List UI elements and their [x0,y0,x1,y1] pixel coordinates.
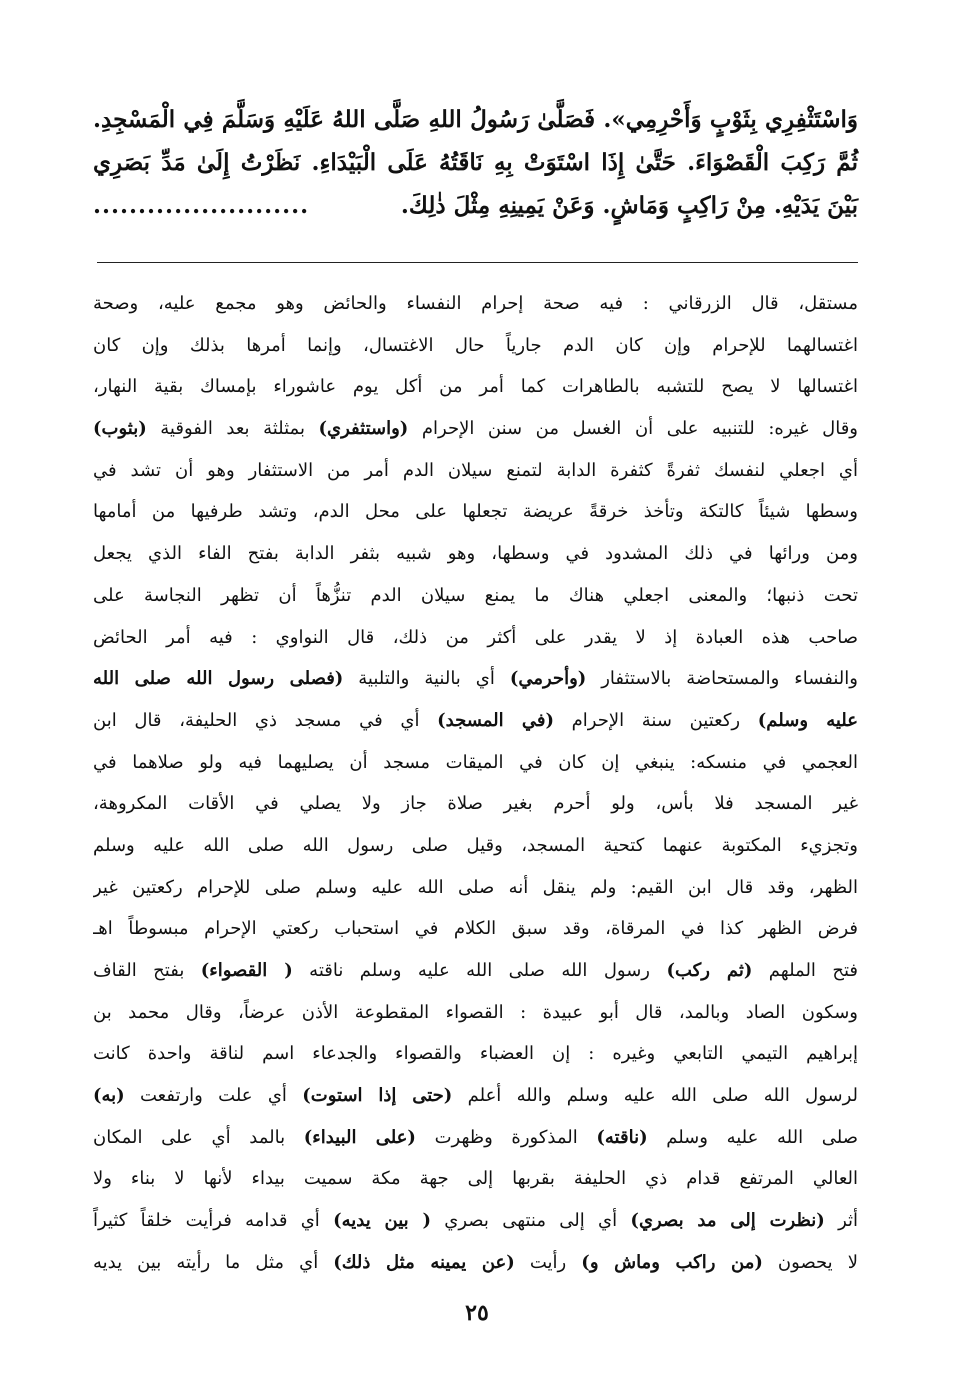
commentary-text-segment: صاحب هذه العبادة إذ لا يقدر على أكثر من ذلك، قال النواوي : فيه أمر الحائض [93,626,858,648]
commentary-line [93,1117,858,1159]
hadith-line-text: بَيْنَ يَدَيْهِ. مِنْ رَاكِبٍ وَمَاشٍ. وَعَنْ يَمِينِهِ مِثْلَ ذٰلِكَ. [400,192,858,219]
commentary-line [93,1158,858,1200]
commentary-line [93,450,858,492]
quoted-hadith-phrase: (حتى إذا استوت) [302,1085,453,1107]
commentary-text-segment: وتجزيء المكتوبة عنهما كتحية المسجد، وقيل صلى رسول الله صلى الله عليه وسلم [93,834,858,856]
commentary-text [93,283,858,1284]
footnote-divider [97,262,858,263]
commentary-text-segment: وسكون الصاد وبالمد، قال أبو عبيدة : القصواء المقطوعة الأذن عرضاً، وقال محمد بن [93,1001,858,1023]
commentary-text-segment: بالمد أي على المكان [93,1126,304,1148]
commentary-text-segment: اغتسالها لا يصح للتشبه بالطاهرات كما أمر من أكل يوم عاشوراء بإمساك بقية النهار، [93,376,858,398]
commentary-text-segment: لرسول الله صلى الله عليه وسلم والله أعلم [452,1085,858,1107]
commentary-text-segment: أي في مسجد ذي الحليفة، قال ابن [93,709,438,731]
hadith-text [93,98,858,227]
commentary-text-segment: تحت ذنبها؛ والمعنى اجعلي هناك ما يمنع سيلان الدم تنزُّهاً أن تظهر النجاسة على [93,584,858,606]
commentary-line [93,575,858,617]
commentary-line [93,366,858,408]
hadith-line: وَاسْتَثْفِرِي بِثَوْبٍ وَأَحْرِمِي». فَصَلَّىٰ رَسُولُ اللهِ صَلَّى اللهُ عَلَيْهِ وَسَلَّمَ فِي الْمَسْجِدِ. [93,106,858,133]
commentary-line [93,867,858,909]
commentary-text-segment: وسطها شيئاً كالتكة وتأخذ خرقةً عريضة تجعلها على محل الدم، وتشد طرفيها من أمامها [93,501,858,523]
commentary-text-segment: أي بالنية والتلبية [343,668,510,690]
commentary-line [93,325,858,367]
commentary-line [93,1200,858,1242]
commentary-line [93,658,858,700]
commentary-line [93,1242,858,1284]
commentary-text-segment: بمثلثة بعد الفوقية [146,418,319,440]
ellipsis-dots: ........................ [93,192,310,219]
quoted-hadith-phrase: (فصلى رسول الله صلى الله [93,668,344,690]
quoted-hadith-phrase: (واستثفري) [318,418,409,440]
commentary-line [93,617,858,659]
commentary-text-segment: أثر [824,1210,858,1232]
hadith-line [93,184,858,227]
commentary-line [93,1033,858,1075]
quoted-hadith-phrase: (عن يمينه مثل ذلك) [333,1251,515,1273]
commentary-line [93,700,858,742]
commentary-text-segment: العالي المرتفع قدام ذي الحليفة بقربها إلى جهة مكة سميت بيداء لأنها لا بناء ولا [93,1168,858,1190]
commentary-text-segment: أي قدامه فرأيت خلقاً كثيراً [93,1210,334,1232]
commentary-text-segment: أي علت وارتفعت [124,1085,303,1107]
commentary-line [93,533,858,575]
commentary-text-segment: وقال غيره: للتنبيه على أن الغسل من سنن الإحرام [408,418,858,440]
quoted-hadith-phrase: (في المسجد) [437,709,554,731]
commentary-text-segment: رسول الله صلى الله عليه وسلم ناقته [292,960,667,981]
commentary-text-segment: أي إلى منتهى بصري [431,1210,631,1232]
commentary-text-segment: فتح الملهم [752,960,858,981]
quoted-hadith-phrase: (ثم ركب) [666,960,753,981]
commentary-text-segment: صلى الله عليه وسلم [647,1126,858,1148]
commentary-text-segment: غير المسجد فلا بأس، ولو أحرم بغير صلاة جاز ولا يصلي في الأقات المكروهة، [93,793,858,815]
quoted-hadith-phrase: (وأحرمي) [509,668,587,690]
commentary-line [93,825,858,867]
commentary-text-segment: اغتسالهما للإحرام وإن كان الدم جارياً حال الاغتسال، وإنما أمرها بذلك وإن كان [93,334,858,356]
commentary-text-segment: ركعتين سنة الإحرام [554,709,758,731]
commentary-line [93,408,858,450]
commentary-text-segment: بفتح القاف [93,960,201,981]
commentary-text-segment: رأيت [514,1251,582,1273]
quoted-hadith-phrase: (نظرت إلى مد بصري) [630,1210,825,1232]
commentary-line [93,950,858,992]
commentary-text-segment: فرض الظهر كذا في المرقاة، وقد سبق الكلام في استحباب ركعتي الإحرام مبسوطاً اهـ [93,918,858,940]
quoted-hadith-phrase: (من راكب وماش و) [581,1251,763,1273]
commentary-text-segment: العجمي في منسكه: ينبغي إن كان في الميقات مسجد أن يصليهما فيه ولو صلاهما في [93,751,858,773]
commentary-line [93,742,858,784]
quoted-hadith-phrase: (به) [93,1085,125,1107]
commentary-line [93,283,858,325]
quoted-hadith-phrase: ( القصواء) [200,960,293,981]
commentary-text-segment: ومن ورائها في ذلك المشدود في وسطها، وهو شبيه بثفر الدابة بفتح الفاء الذي يجعل [93,543,858,565]
commentary-text-segment: والنفساء والمستحاضة بالاستثفار [586,668,858,690]
commentary-text-segment: مستقل، قال الزرقاني : فيه صحة إحرام النفساء والحائض وهو مجمع عليه، وصحة [93,293,858,314]
commentary-line [93,491,858,533]
commentary-line [93,1075,858,1117]
quoted-hadith-phrase: (على البيداء) [303,1126,416,1148]
quoted-hadith-phrase: عليه وسلم) [757,709,858,731]
page-number: ٢٥ [465,1300,489,1326]
commentary-text-segment: لا يحصون [762,1251,858,1273]
hadith-line: ثُمَّ رَكِبَ الْقَصْوَاءَ. حَتَّىٰ إِذَا اسْتَوَتْ بِهِ نَاقَتُهُ عَلَى الْبَيْدَاءِ. نَظَرْتُ إِلَىٰ مَدِّ بَصَرِي [93,149,858,176]
quoted-hadith-phrase: (بثوب) [93,418,147,440]
commentary-text-segment: أي اجعلي لنفسك ثفرةً كثفرة الدابة لتمنع سيلان الدم أمر من الاستثفار وهو أن تشد في [93,459,858,481]
commentary-line [93,783,858,825]
commentary-text-segment: الظهر، وقد قال ابن القيم: ولم ينقل أنه صلى الله عليه وسلم صلى للإحرام ركعتين غير [93,876,858,898]
commentary-text-segment: إبراهيم التيمي التابعي وغيره : إن العضباء والقصواء والجدعاء اسم لناقة واحدة كانت [93,1043,858,1065]
commentary-line [93,908,858,950]
commentary-line [93,992,858,1034]
commentary-text-segment: المذكورة وظهرت [415,1126,597,1148]
commentary-text-segment: أي مثل ما رأيته بين يديه [93,1251,334,1273]
quoted-hadith-phrase: ( بين يديه) [333,1210,432,1232]
quoted-hadith-phrase: (ناقته) [596,1126,648,1148]
